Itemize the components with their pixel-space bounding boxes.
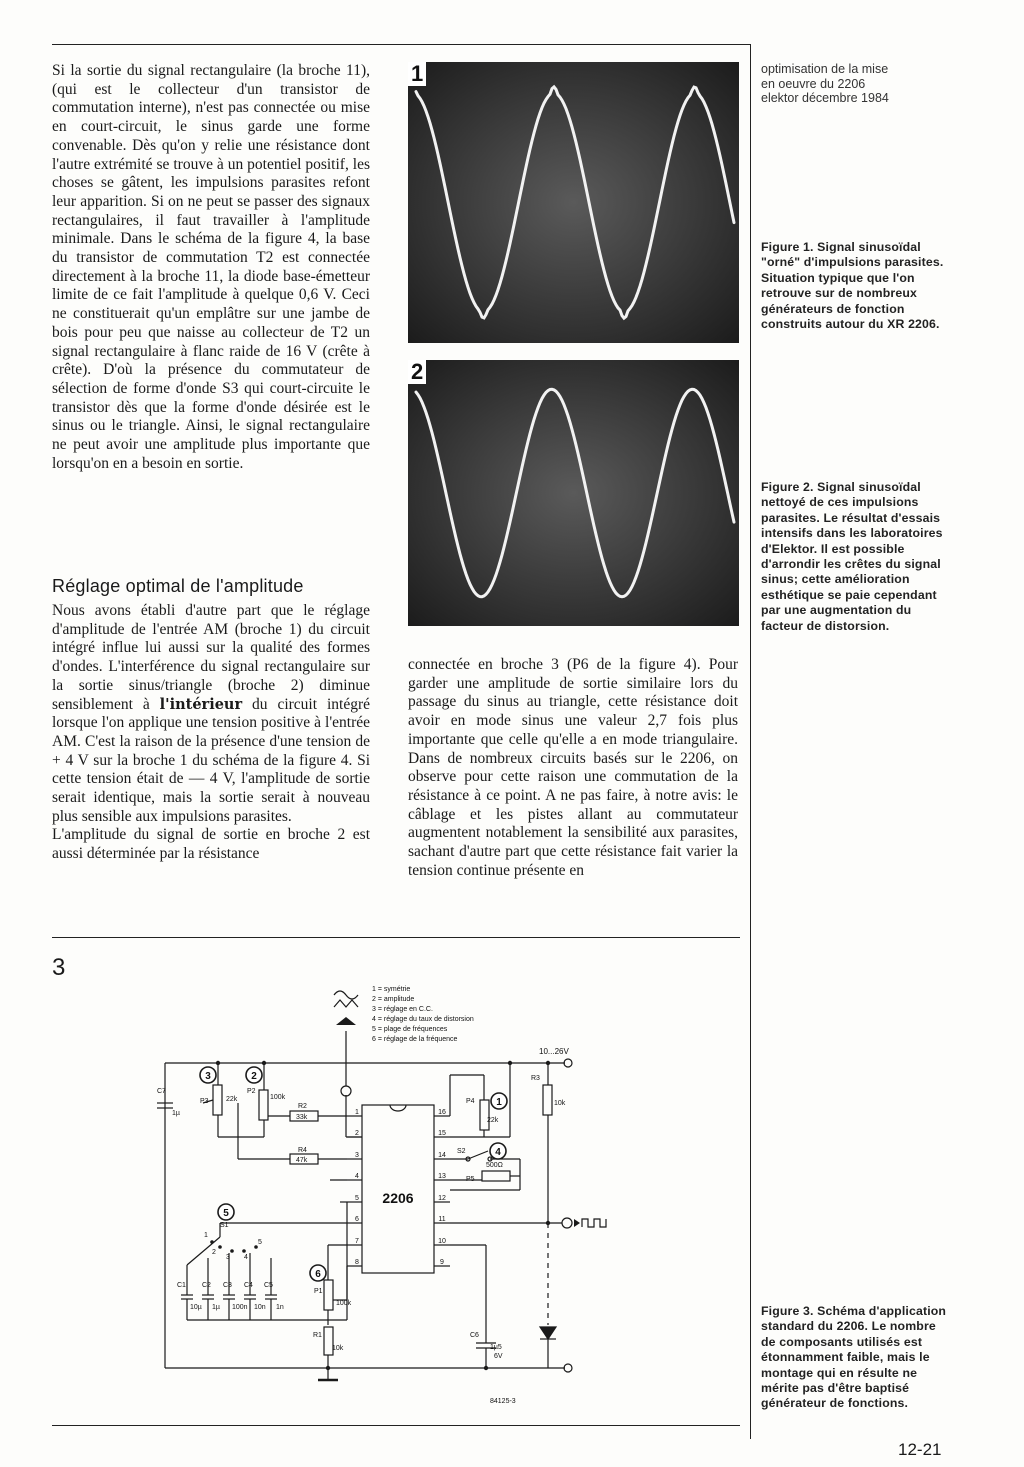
svg-text:100k: 100k xyxy=(270,1094,286,1101)
svg-text:P1: P1 xyxy=(314,1288,323,1295)
sine-triangle-icon xyxy=(334,991,358,1007)
svg-text:100n: 100n xyxy=(232,1304,248,1311)
svg-text:2: 2 xyxy=(212,1249,216,1256)
schematic-ref: 84125-3 xyxy=(490,1398,516,1405)
svg-text:10k: 10k xyxy=(554,1100,566,1107)
svg-text:12: 12 xyxy=(438,1195,446,1202)
schematic-legend xyxy=(372,986,474,1043)
svg-text:9: 9 xyxy=(440,1259,444,1266)
svg-text:4: 4 xyxy=(355,1173,359,1180)
top-rule xyxy=(52,44,750,45)
paragraph-2-bold: l'intérieur xyxy=(159,695,243,713)
paragraph-1: Si la sortie du signal rectangulaire (la broche 11), (qui est le collecteur d'un transistor de commutation interne), n'est pas connectée ou mise en court-circuit, le sinus garde une forme convenable. Dès qu'on y relie une résistance dont l'autre extrémité se trouve à un potentiel positif, les choses se gâtent, les impulsions parasites refont leur apparition. Si on ne peut se passer des signaux rectangulaires, il faut travailler à l'amplitude minimale. Dans le schéma de la figure 4, la base du transistor de commutation T2 est connectée directement à la broche 11, la diode base-émetteur limite de ce fait l'amplitude à quelque 0,6 V. Ceci ne constituerait qu'un emplâtre sur une jambe de bois pour peu que naisse au collecteur de T2 un signal rectangulaire à flanc raide de 16 V (crête à crête). D'où la présence du commutateur de sélection de forme d'onde S3 qui court-circuite le transistor dès que la forme d'onde désirée est le sinus ou le triangle. Ainsi, le signal rectangulaire ne peut avoir une amplitude plus importante que lorsqu'on en a besoin en sortie. xyxy=(52,62,370,472)
square-wave-icon xyxy=(582,1219,606,1227)
oscilloscope-figure-1 xyxy=(408,62,739,343)
svg-text:1: 1 xyxy=(204,1232,208,1239)
column2-text xyxy=(408,656,738,880)
svg-text:3: 3 xyxy=(226,1254,230,1261)
svg-text:C1: C1 xyxy=(177,1282,186,1289)
svg-text:8: 8 xyxy=(355,1259,359,1266)
svg-text:C4: C4 xyxy=(244,1282,253,1289)
svg-text:6 = réglage de la fréquence: 6 = réglage de la fréquence xyxy=(372,1036,458,1043)
svg-text:16: 16 xyxy=(438,1109,446,1116)
svg-text:47k: 47k xyxy=(296,1157,308,1164)
svg-text:10: 10 xyxy=(438,1238,446,1245)
sine-trace-clean xyxy=(408,360,739,626)
svg-text:1n: 1n xyxy=(276,1304,284,1311)
schematic-figure-3 xyxy=(150,975,610,1420)
ic-body xyxy=(362,1105,434,1273)
caption-figure-3: Figure 3. Schéma d'application standard du 2206. Le nombre de composants utilisés est étonnamment faible, mais le montage qui en résulte ne mérite pas d'être baptisé générateur de fonctions. xyxy=(761,1304,947,1411)
figure-2-label: 2 xyxy=(408,360,426,384)
svg-text:R4: R4 xyxy=(298,1147,307,1154)
svg-text:6V: 6V xyxy=(494,1353,503,1360)
caption-figure-1: Figure 1. Signal sinusoïdal "orné" d'impulsions parasites. Situation typique que l'on retrouve sur de nombreux générateurs de fonction construits autour du XR 2206. xyxy=(761,240,944,332)
svg-text:C6: C6 xyxy=(470,1332,479,1339)
oscilloscope-figure-2 xyxy=(408,360,739,626)
svg-text:1 = symétrie: 1 = symétrie xyxy=(372,986,411,993)
svg-text:2: 2 xyxy=(355,1130,359,1137)
svg-text:4: 4 xyxy=(495,1147,501,1158)
svg-text:6: 6 xyxy=(355,1216,359,1223)
svg-text:22k: 22k xyxy=(226,1096,238,1103)
svg-text:4 = réglage du taux de distors: 4 = réglage du taux de distorsion xyxy=(372,1016,474,1023)
svg-text:10k: 10k xyxy=(332,1345,344,1352)
svg-text:P3: P3 xyxy=(200,1098,209,1105)
svg-text:5 = plage de fréquences: 5 = plage de fréquences xyxy=(372,1026,448,1033)
svg-text:10n: 10n xyxy=(254,1304,266,1311)
sine-trace-noisy xyxy=(408,62,739,343)
svg-text:C2: C2 xyxy=(202,1282,211,1289)
paragraph-2-end: du circuit intégré lorsque l'on applique une tension positive à l'entrée AM. C'est la raison de la présence d'une tension de + 4 V sur la broche 1 du schéma de la figure 4. Si cette tension était de — 4 V, l'amplitude de sortie serait identique, mais la sortie serait à nouveau plus sensible aux impulsions parasites. xyxy=(52,695,370,825)
svg-text:500Ω: 500Ω xyxy=(486,1162,503,1169)
svg-text:3: 3 xyxy=(355,1152,359,1159)
svg-text:4: 4 xyxy=(244,1254,248,1261)
svg-text:1: 1 xyxy=(496,1097,502,1108)
svg-text:3 = réglage en C.C.: 3 = réglage en C.C. xyxy=(372,1006,433,1013)
svg-text:2: 2 xyxy=(251,1071,257,1082)
section-heading: Réglage optimal de l'amplitude xyxy=(52,576,304,596)
svg-text:1: 1 xyxy=(355,1109,359,1116)
margin-rule-vertical xyxy=(750,44,751,1439)
svg-text:1µ: 1µ xyxy=(172,1110,180,1117)
svg-text:15: 15 xyxy=(438,1130,446,1137)
svg-text:5: 5 xyxy=(355,1195,359,1202)
svg-text:11: 11 xyxy=(438,1216,446,1223)
svg-text:S2: S2 xyxy=(457,1148,466,1155)
svg-text:14: 14 xyxy=(438,1152,446,1159)
svg-text:P4: P4 xyxy=(466,1098,475,1105)
figure3-top-rule xyxy=(52,937,740,938)
svg-text:R1: R1 xyxy=(313,1332,322,1339)
svg-text:3: 3 xyxy=(205,1071,211,1082)
svg-text:22k: 22k xyxy=(487,1117,499,1124)
svg-text:6: 6 xyxy=(315,1269,321,1280)
svg-text:1µ5: 1µ5 xyxy=(490,1344,502,1351)
svg-text:5: 5 xyxy=(258,1239,262,1246)
svg-text:S1: S1 xyxy=(220,1222,229,1229)
svg-text:10...26V: 10...26V xyxy=(539,1047,569,1056)
svg-text:100k: 100k xyxy=(336,1300,352,1307)
svg-text:P2: P2 xyxy=(247,1088,256,1095)
svg-text:R2: R2 xyxy=(298,1103,307,1110)
svg-text:C7: C7 xyxy=(157,1088,166,1095)
svg-text:13: 13 xyxy=(438,1173,446,1180)
schematic-drawing xyxy=(150,975,610,1415)
figure-1-label: 1 xyxy=(408,62,426,86)
paragraph-2-start: Nous avons établi d'autre part que le réglage d'amplitude de l'entrée AM (broche 1) du circuit intégré influe lui aussi sur la qualité des formes d'ondes. L'interférence du signal rectangulaire sur la sortie sinus/triangle (broche 2) diminue sensiblement à xyxy=(52,602,370,713)
header-line-3: elektor décembre 1984 xyxy=(761,91,889,105)
paragraph-2 xyxy=(52,602,370,826)
ic-notch xyxy=(390,1105,406,1111)
ic-label: 2206 xyxy=(382,1190,414,1206)
column1b-text xyxy=(52,602,370,864)
figure-3-label: 3 xyxy=(52,954,66,981)
page-number: 12-21 xyxy=(898,1440,942,1459)
svg-text:R3: R3 xyxy=(531,1075,540,1082)
paragraph-col2: connectée en broche 3 (P6 de la figure 4). Pour garder une amplitude de sortie similaire lors du passage du sinus au triangle, cette résistance doit avoir en mode sinus une valeur 2,7 fois plus importante que celle qu'elle a en mode triangulaire. Dans de nombreux circuits basés sur le 2206, on observe pour cette raison une commutation de la résistance à ce point. A ne pas faire, à notre avis: le câblage et les pistes allant au commutateur augmentent notablement la sensibilité aux parasites, sachant d'autre part que cette résistance fait varier la tension continue présente en xyxy=(408,656,738,879)
svg-text:1µ: 1µ xyxy=(212,1304,220,1311)
header-line-1: optimisation de la mise xyxy=(761,62,889,76)
paragraph-3: L'amplitude du signal de sortie en broche 2 est aussi déterminée par la résistance xyxy=(52,826,370,863)
column1-text xyxy=(52,62,370,473)
header-note xyxy=(761,62,951,106)
svg-text:C5: C5 xyxy=(264,1282,273,1289)
figure3-bottom-rule xyxy=(52,1425,740,1426)
svg-text:2 = amplitude: 2 = amplitude xyxy=(372,996,415,1003)
svg-text:10µ: 10µ xyxy=(190,1304,202,1311)
svg-text:5: 5 xyxy=(223,1208,229,1219)
svg-text:7: 7 xyxy=(355,1238,359,1245)
svg-text:33k: 33k xyxy=(296,1114,308,1121)
header-line-2: en oeuvre du 2206 xyxy=(761,76,866,91)
svg-text:P5: P5 xyxy=(466,1176,475,1183)
svg-text:C3: C3 xyxy=(223,1282,232,1289)
caption-figure-2: Figure 2. Signal sinusoïdal nettoyé de ces impulsions parasites. Le résultat d'essais intensifs dans les laboratoires d'Elektor. Il est possible d'arrondir les crêtes du signal sinus; cette amélioration esthétique se paie cependant par une augmentation du facteur de distorsion. xyxy=(761,480,943,633)
